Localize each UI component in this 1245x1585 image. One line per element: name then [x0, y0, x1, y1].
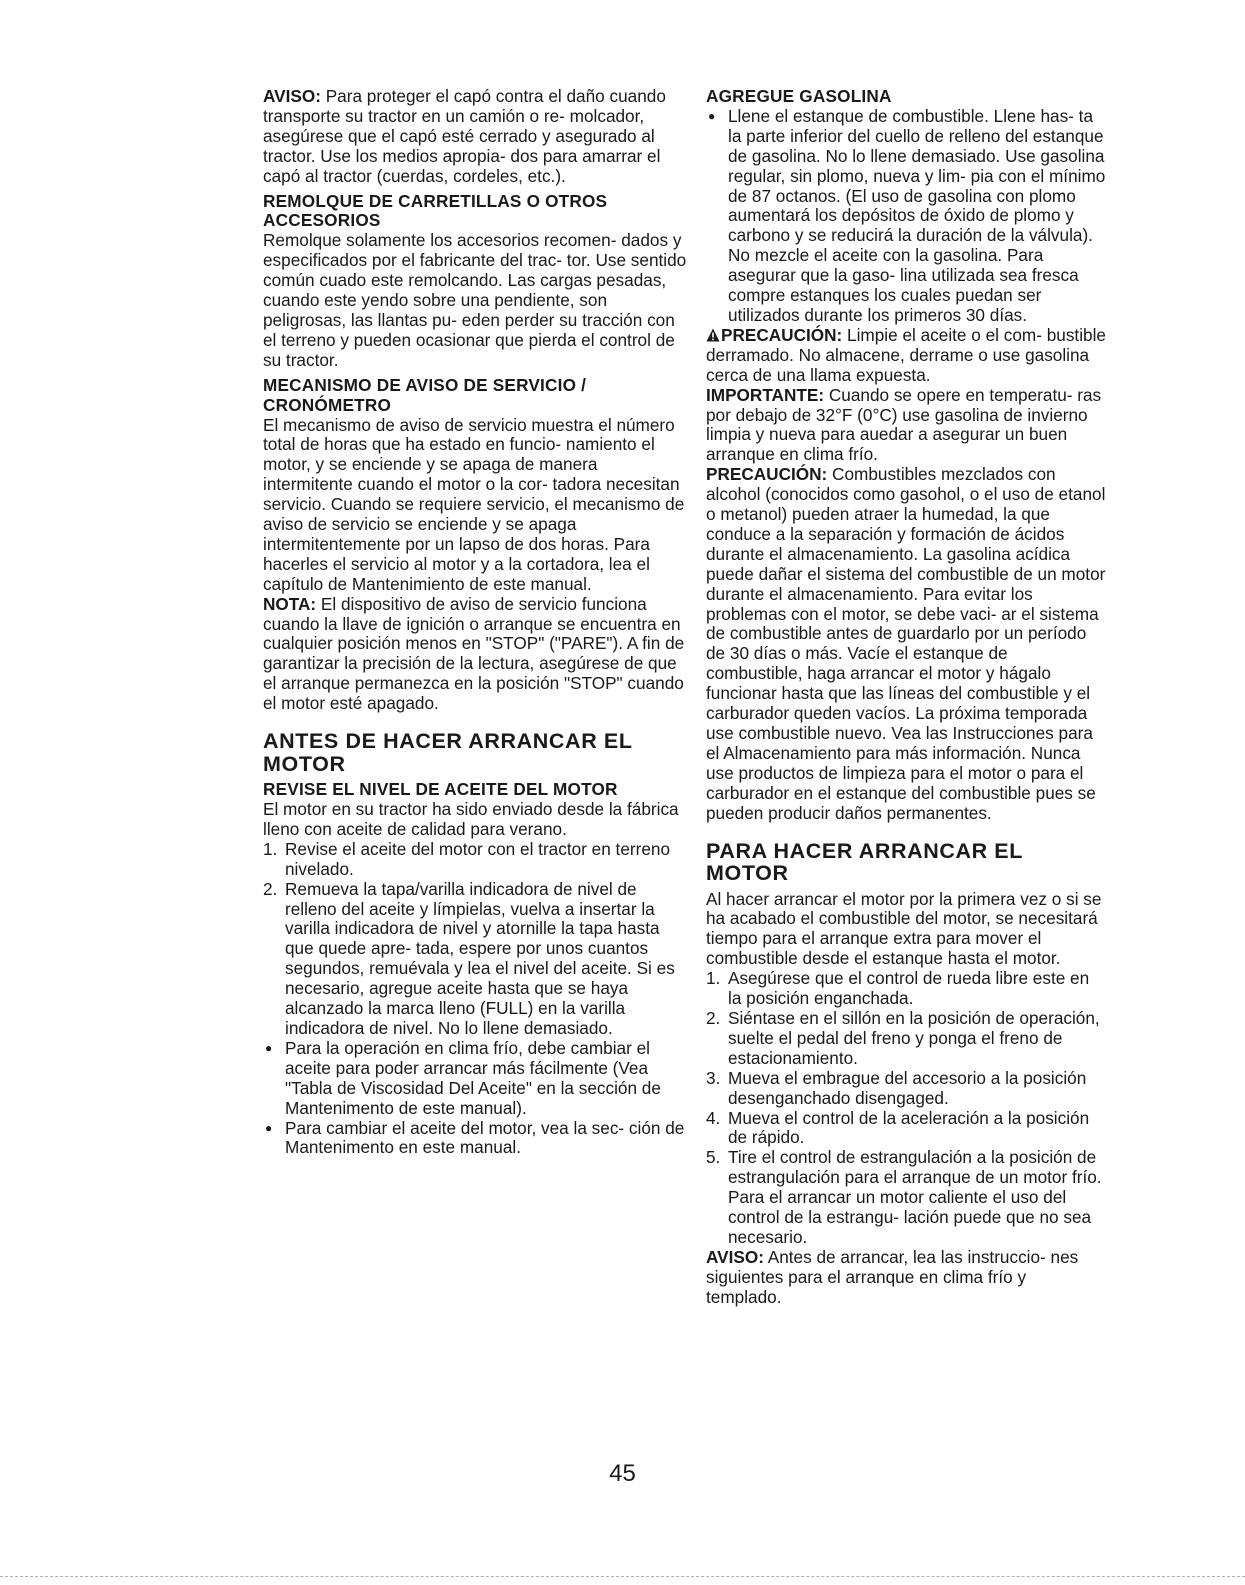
- agregue-gasolina-bullets: [706, 107, 1106, 326]
- step-number: 3.: [706, 1067, 721, 1088]
- step-text: Remueva la tapa/varilla indicadora de nivel de relleno del aceite y límpielas, vuelva a insertar la varilla indicadora de nivel y atornille la tapa hasta que quede apre- tada, espere por unos cuantos segundos, remuévala y lea el nivel del aceite. Si es necesario, agregue aceite hasta que se haya alcanzado la marca lleno (FULL) en la varilla indicadora de nivel. No lo llene demasiado.: [285, 878, 675, 1038]
- right-column: [706, 87, 1106, 1308]
- mecanismo-heading: MECANISMO DE AVISO DE SERVICIO / CRONÓMETRO: [263, 374, 587, 415]
- bullet-icon: ●: [265, 1120, 273, 1135]
- step-number: 2.: [706, 1007, 721, 1028]
- list-item: [706, 1109, 1106, 1149]
- list-item: [263, 840, 688, 880]
- step-text: Asegúrese que el control de rueda libre este en la posición enganchada.: [728, 968, 1090, 1009]
- aviso-arranque-text: Antes de arrancar, lea las instruccio- nes siguientes para el arranque en clima frío y templado.: [706, 1246, 1079, 1307]
- step-text: Mueva el control de la aceleración a la posición de rápido.: [728, 1107, 1090, 1148]
- left-column: [263, 87, 688, 1158]
- list-item: [706, 107, 1106, 326]
- aviso-arranque-paragraph: [706, 1248, 1106, 1308]
- list-item: [263, 1039, 688, 1119]
- precaucion-limpie-paragraph: [706, 326, 1106, 386]
- importante-label: IMPORTANTE:: [706, 384, 825, 405]
- page-number: 45: [609, 1460, 636, 1487]
- nota-text: El dispositivo de aviso de servicio funciona cuando la llave de ignición o arranque se encuentra en cualquier posición menos en "STOP" ("PARE"). A fin de garantizar la precisión de la lectura, asegúrese de que el arranque permanezca en la posición "STOP" cuando el motor esté apagado.: [263, 593, 685, 714]
- step-number: 5.: [706, 1147, 721, 1168]
- precaucion-alcohol-text: Combustibles mezclados con alcohol (conocidos como gasohol, o el uso de etanol o metanol) pueden atraer la humedad, la que conduce a la separación y formación de ácidos durante el almacenamiento. La gasolina acídica puede dañar el sistema del combustible de un motor durante el almacenamiento. Para evitar los problemas con el motor, se debe vaci- ar el sistema de combustible antes de guardarlo por un período de 30 días o más. Vacíe el estanque de combustible, haga arrancar el motor y hágalo funcionar hasta que las líneas del combustible y el carburador queden vacíos. La próxima temporada use combustible nuevo. Vea las Instrucciones para el Almacenamiento para más información. Nunca use productos de limpieza para el motor o para el carburador en el estanque del combustible pues se pueden producir daños permanentes.: [706, 464, 1106, 823]
- remolque-heading: REMOLQUE DE CARRETILLAS O OTROS ACCESORIOS: [263, 190, 608, 231]
- revise-aceite-heading: REVISE EL NIVEL DE ACEITE DEL MOTOR: [263, 779, 618, 800]
- para-arrancar-steps: [706, 969, 1106, 1248]
- list-item: [706, 1009, 1106, 1069]
- revise-aceite-steps: [263, 840, 688, 1039]
- precaucion-label: PRECAUCIÓN:: [721, 324, 843, 345]
- list-item: [263, 880, 688, 1039]
- step-number: 1.: [263, 838, 278, 859]
- precaucion-text: Limpie el aceite o el com- bustible derramado. No almacene, derrame o use gasolina cerca de una llama expuesta.: [706, 324, 1106, 385]
- aviso-transport-paragraph: [263, 87, 688, 187]
- nota-paragraph: [263, 595, 688, 714]
- aviso-arranque-label: AVISO:: [706, 1246, 764, 1267]
- aviso-text: Para proteger el capó contra el daño cuando transporte su tractor en un camión o re- molcador, asegúrese que el capó esté cerrado y asegurado al tractor. Use los medios apropia- dos para amarrar el capó al tractor (cuerdas, cordeles, etc.).: [263, 86, 666, 186]
- bullet-text: Para la operación en clima frío, debe cambiar el aceite para poder arrancar más fácilmente (Vea "Tabla de Viscosidad Del Aceite" en la sección de Mantenimento de este manual).: [285, 1037, 661, 1118]
- mecanismo-body: El mecanismo de aviso de servicio muestra el número total de horas que ha estado en funcio- namiento el motor, y se enciende y se apaga de manera intermitente cuando el motor o la cor- tadora necesitan servicio. Cuando se requiere servicio, el mecanismo de aviso de servicio se enciende y se apaga intermitentemente por un lapso de dos horas. Para hacerles el servicio al motor y a la cortadora, lea el capítulo de Mantenimiento de este manual.: [263, 414, 685, 594]
- bullet-text: Para cambiar el aceite del motor, vea la sec- ción de Mantenimento en este manual.: [285, 1117, 685, 1158]
- aviso-label: AVISO:: [263, 86, 321, 106]
- remolque-body: Remolque solamente los accesorios recomen- dados y especificados por el fabricante del trac- tor. Use sentido común cuado este remolcando. Las cargas pesadas, cuando este yendo sobre una pendiente, son peligrosas, las llantas pu- eden perder su tracción con el terreno y pueden ocasionar que pierda el control de su tractor.: [263, 230, 687, 370]
- bullet-icon: ●: [708, 108, 716, 123]
- step-text: Tire el control de estrangulación a la posición de estrangulación para el arranque de un motor frío. Para el arrancar un motor caliente el uso del control de la estrangu- lación puede que no sea necesario.: [728, 1147, 1102, 1247]
- antes-heading: ANTES DE HACER ARRANCAR EL MOTOR: [263, 729, 633, 776]
- step-number: 4.: [706, 1107, 721, 1128]
- step-text: Revise el aceite del motor con el tractor en terreno nivelado.: [285, 838, 670, 879]
- list-item: [706, 969, 1106, 1009]
- revise-aceite-intro: El motor en su tractor ha sido enviado desde la fábrica lleno con aceite de calidad para verano.: [263, 799, 679, 839]
- revise-aceite-bullets: [263, 1039, 688, 1158]
- bullet-icon: ●: [265, 1040, 273, 1055]
- bottom-divider: [0, 1576, 1245, 1577]
- warning-triangle-icon: [706, 328, 720, 342]
- nota-label: NOTA:: [263, 593, 317, 614]
- step-text: Siéntase en el sillón en la posición de operación, suelte el pedal del freno y ponga el freno de estacionamiento.: [728, 1007, 1100, 1068]
- step-text: Mueva el embrague del accesorio a la posición desenganchado disengaged.: [728, 1067, 1087, 1108]
- precaucion-alcohol-paragraph: [706, 465, 1106, 823]
- precaucion-alcohol-label: PRECAUCIÓN:: [706, 464, 828, 485]
- list-item: [706, 1148, 1106, 1248]
- bullet-text: Llene el estanque de combustible. Llene has- ta la parte inferior del cuello de relleno del estanque de gasolina. No lo llene demasiado. Use gasolina regular, sin plomo, nueva y lim- pia con el mínimo de 87 octanos. (El uso de gasolina con plomo aumentará los depósitos de óxido de plomo y carbono y se reducirá la duración de la válvula). No mezcle el aceite con la gasolina. Para asegurar que la gaso- lina utilizada sea fresca compre estanques los cuales puedan ser utilizados durante los primeros 30 días.: [728, 105, 1106, 325]
- para-arrancar-heading: PARA HACER ARRANCAR EL MOTOR: [706, 838, 1023, 886]
- list-item: [263, 1119, 688, 1159]
- list-item: [706, 1069, 1106, 1109]
- para-arrancar-intro: Al hacer arrancar el motor por la primera vez o si se ha acabado el combustible del motor, se necesitará tiempo para el arranque extra para mover el combustible desde el estanque hasta el motor.: [706, 888, 1102, 969]
- step-number: 2.: [263, 878, 278, 899]
- step-number: 1.: [706, 968, 721, 989]
- importante-text: Cuando se opere en temperatu- ras por debajo de 32°F (0°C) use gasolina de invierno limpia y nueva para auedar a asegurar un buen arranque en clima frío.: [706, 384, 1102, 465]
- importante-paragraph: [706, 386, 1106, 466]
- agregue-gasolina-heading: AGREGUE GASOLINA: [706, 86, 892, 106]
